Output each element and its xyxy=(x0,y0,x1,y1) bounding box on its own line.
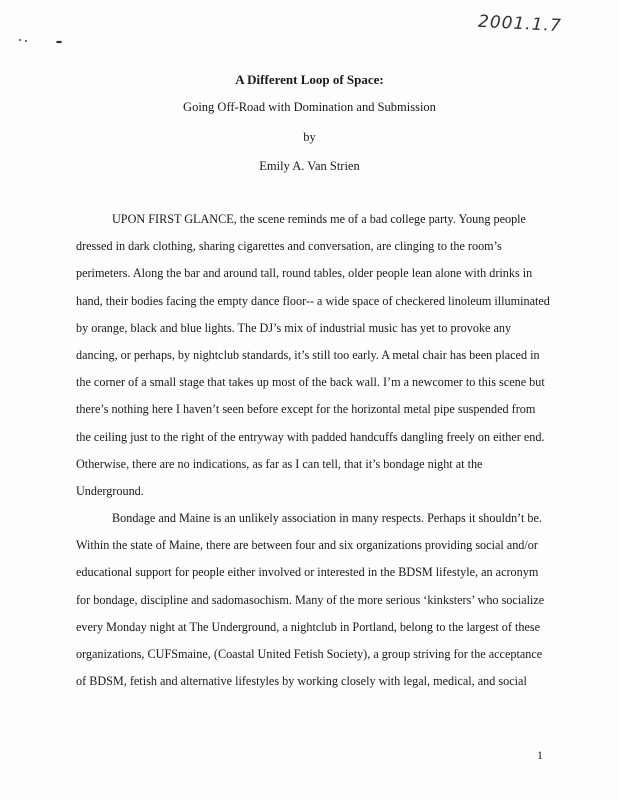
scan-specks xyxy=(14,30,84,50)
paragraph-1-line: dancing, or perhaps, by nightclub standards, it’s still too early. A metal chair has been placed in xyxy=(76,347,540,362)
paragraph-2-line: Within the state of Maine, there are between four and six organizations providing social and/or xyxy=(76,538,538,553)
paragraph-1-line: the ceiling just to the right of the entryway with padded handcuffs dangling freely on either end. xyxy=(76,429,545,444)
paragraph-1-line: by orange, black and blue lights. The DJ’s mix of industrial music has yet to provoke any xyxy=(76,320,512,335)
paragraph-1-line: UPON FIRST GLANCE, the scene reminds me of a bad college party. Young people xyxy=(112,212,526,226)
document-title: A Different Loop of Space: xyxy=(235,72,384,87)
document-subtitle: Going Off-Road with Domination and Submission xyxy=(183,100,436,114)
paragraph-1-line: hand, their bodies facing the empty dance floor-- a wide space of checkered linoleum illuminated xyxy=(76,293,550,308)
paragraph-2-line: organizations, CUFSmaine, (Coastal United Fetish Society), a group striving for the acceptance xyxy=(76,647,543,661)
paragraph-1-line: dressed in dark clothing, sharing cigarettes and conversation, are clinging to the room’s xyxy=(76,239,502,254)
body-text xyxy=(76,206,548,695)
paragraph-1-line: Underground. xyxy=(76,483,144,498)
paragraph-2-line: educational support for people either involved or interested in the BDSM lifestyle, an acronym xyxy=(76,565,539,580)
paragraph-1-line: the corner of a small stage that takes up most of the back wall. I’m a newcomer to this scene but xyxy=(76,375,545,390)
author-name: Emily A. Van Strien xyxy=(259,159,360,173)
page-number: 1 xyxy=(537,748,543,762)
paragraph-1-line: there’s nothing here I haven’t seen before except for the horizontal metal pipe suspended from xyxy=(76,402,536,417)
paragraph-2-line: every Monday night at The Underground, a nightclub in Portland, belong to the largest of these xyxy=(76,619,541,634)
paragraph-2-line: for bondage, discipline and sadomasochism. Many of the more serious ‘kinksters’ who socialize xyxy=(76,592,545,607)
paragraph-1-line: perimeters. Along the bar and around tall, round tables, older people lean alone with drinks in xyxy=(76,266,533,281)
byline-by: by xyxy=(303,130,316,144)
paragraph-2-line: Bondage and Maine is an unlikely association in many respects. Perhaps it shouldn’t be. xyxy=(112,511,542,526)
paragraph-1-line: Otherwise, there are no indications, as far as I can tell, that it’s bondage night at the xyxy=(76,456,483,471)
handwritten-date: 2001.1.7 xyxy=(477,11,563,37)
paragraph-2-line: of BDSM, fetish and alternative lifestyles by working closely with legal, medical, and social xyxy=(76,674,527,689)
